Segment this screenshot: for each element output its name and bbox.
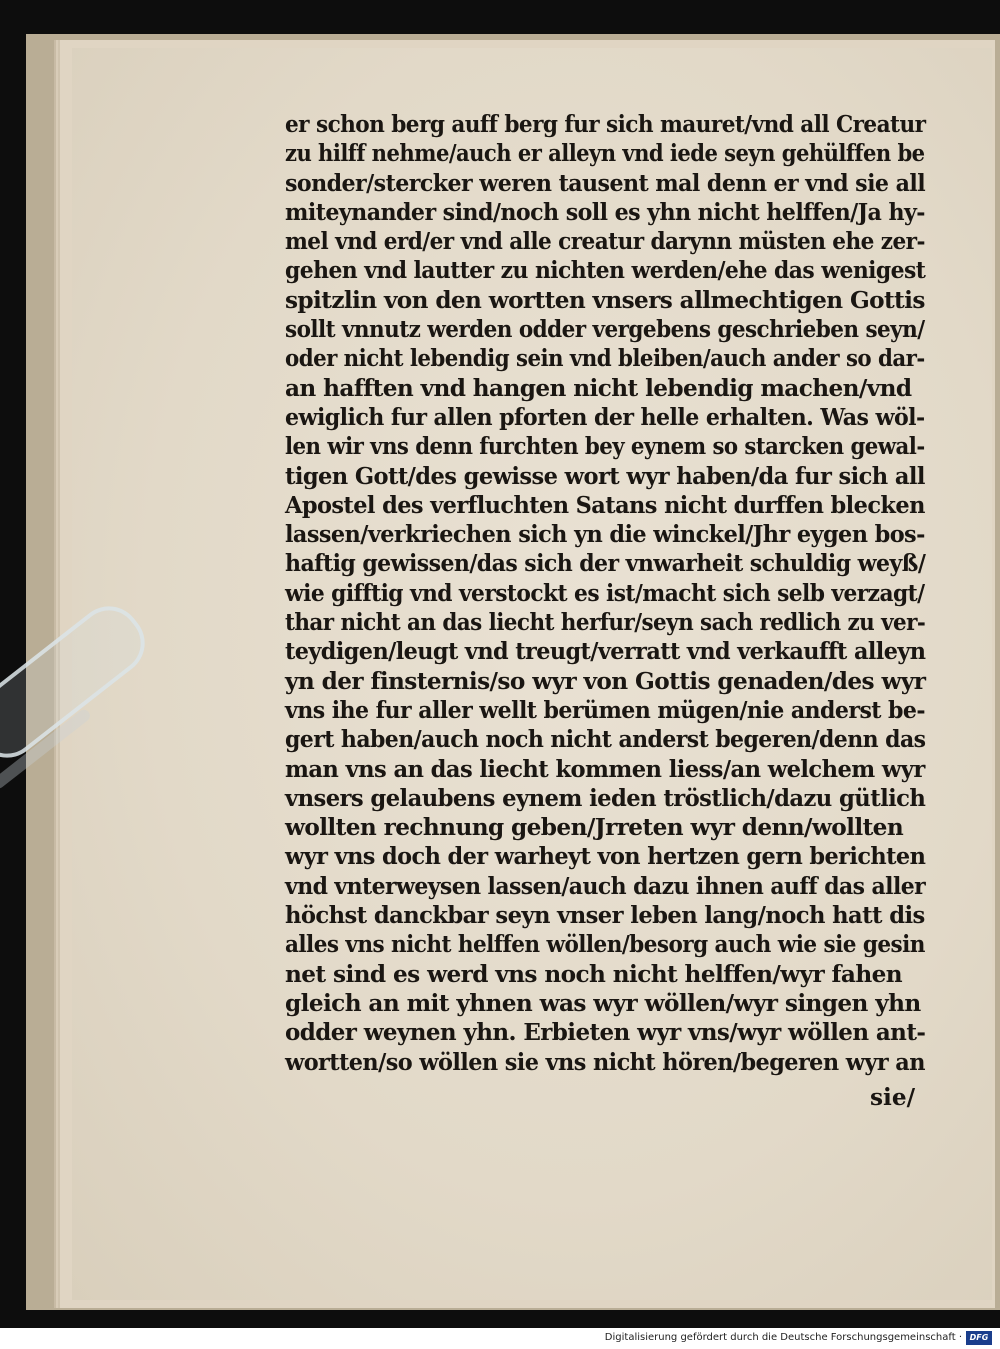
text-line: sonder/stercker weren tausent mal denn er vnd sie all <box>285 169 926 197</box>
funding-credit: Digitalisierung gefördert durch die Deutsche Forschungsgemeinschaft · <box>604 1332 962 1343</box>
page-text <box>285 110 925 1077</box>
text-line: miteynander sind/noch soll es yhn nicht helffen/Ja hy- <box>285 198 925 226</box>
text-line: yn der finsternis/so wyr von Gottis genaden/des wyr <box>285 667 926 695</box>
text-line: spitzlin von den wortten vnsers allmechtigen Gottis <box>285 286 925 314</box>
dfg-logo: DFG <box>966 1331 992 1345</box>
text-line: lassen/verkriechen sich yn die winckel/Jhr eygen bos- <box>285 521 925 549</box>
text-line: mel vnd erd/er vnd alle creatur darynn müsten ehe zer- <box>285 228 925 256</box>
text-line: vnd vnterweysen lassen/auch dazu ihnen auff das aller <box>285 872 926 900</box>
footer-bar <box>0 1328 1000 1349</box>
text-line: höchst danckbar seyn vnser leben lang/noch hatt dis <box>285 902 925 930</box>
text-line: oder nicht lebendig sein vnd bleiben/auch ander so dar- <box>285 345 925 373</box>
text-line: er schon berg auff berg fur sich mauret/vnd all Creatur <box>285 111 926 138</box>
text-line: gehen vnd lautter zu nichten werden/ehe das wenigest <box>285 257 926 285</box>
text-line: wollten rechnung geben/Jrreten wyr denn/wollten <box>285 814 904 842</box>
text-line: gert haben/auch noch nicht anderst begeren/denn das <box>285 726 926 754</box>
text-line: wyr vns doch der warheyt von hertzen gern berichten <box>285 843 926 871</box>
text-line: man vns an das liecht kommen liess/an welchem wyr <box>285 755 925 783</box>
text-line: net sind es werd vns noch nicht helffen/wyr fahen <box>285 960 902 988</box>
text-line: gleich an mit yhnen was wyr wöllen/wyr singen yhn <box>285 989 921 1017</box>
text-line: teydigen/leugt vnd treugt/verratt vnd verkaufft alleyn <box>285 638 926 666</box>
text-line: vns ihe fur aller wellt berümen mügen/nie anderst be- <box>285 696 925 724</box>
text-line: thar nicht an das liecht herfur/seyn sach redlich zu ver- <box>285 609 926 637</box>
text-line: tigen Gott/des gewisse wort wyr haben/da fur sich all <box>285 462 925 490</box>
text-line: wie gifftig vnd verstockt es ist/macht sich selb verzagt/ <box>285 579 925 607</box>
text-line: wortten/so wöllen sie vns nicht hören/begeren wyr an <box>285 1048 925 1076</box>
text-line: haftig gewissen/das sich der vnwarheit schuldig weyß/ <box>285 550 926 578</box>
text-line: an hafften vnd hangen nicht lebendig machen/vnd <box>285 374 912 402</box>
text-line: sollt vnnutz werden odder vergebens geschrieben seyn/ <box>285 316 925 344</box>
text-line: len wir vns denn furchten bey eynem so starcken gewal- <box>285 433 925 461</box>
text-line: Apostel des verfluchten Satans nicht durffen blecken <box>285 491 925 519</box>
text-line: alles vns nicht helffen wöllen/besorg auch wie sie gesin <box>285 931 925 959</box>
catchword: sie/ <box>870 1084 916 1111</box>
text-line: ewiglich fur allen pforten der helle erhalten. Was wöl- <box>285 403 925 431</box>
text-line: zu hilff nehme/auch er alleyn vnd iede seyn gehülffen be <box>285 140 925 168</box>
text-line: vnsers gelaubens eynem ieden tröstlich/dazu gütlich <box>285 784 926 812</box>
text-line: odder weynen yhn. Erbieten wyr vns/wyr wöllen ant- <box>285 1019 926 1047</box>
